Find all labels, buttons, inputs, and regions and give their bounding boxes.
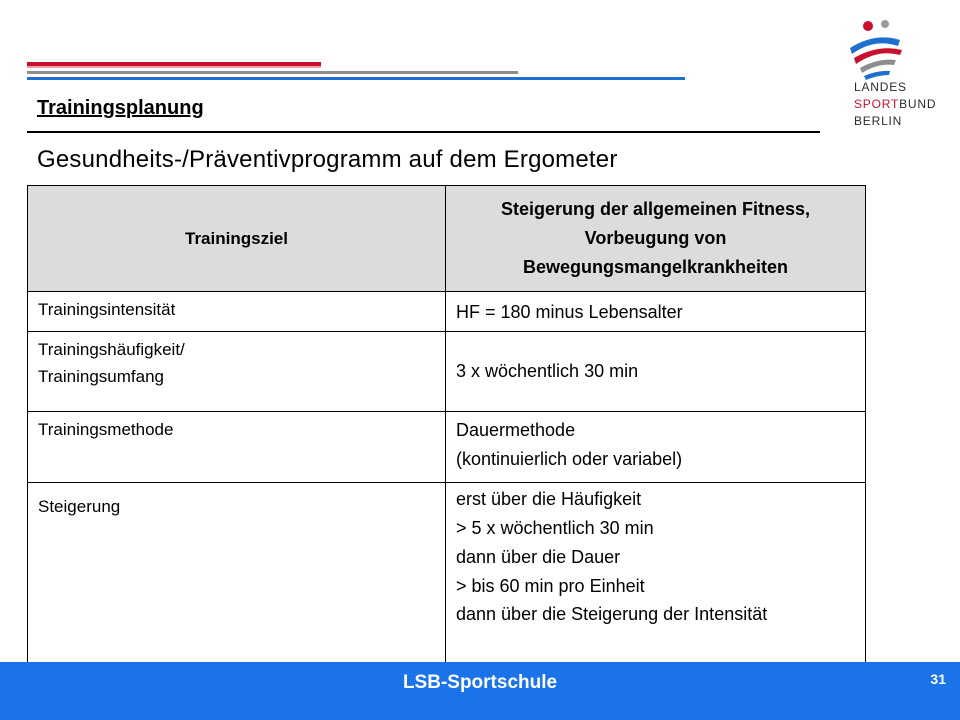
row-value-progression xyxy=(446,483,866,667)
logo-text xyxy=(854,79,936,130)
logo-swoosh-gray xyxy=(860,60,896,73)
title-divider xyxy=(27,131,820,133)
row-value-line: > 5 x wöchentlich 30 min xyxy=(456,518,654,538)
table-row xyxy=(28,332,866,412)
row-value-line: dann über die Dauer xyxy=(456,547,621,567)
row-value-line: erst über die Häufigkeit xyxy=(456,489,642,509)
logo-head-red xyxy=(863,21,873,31)
row-label-progression xyxy=(28,483,446,667)
header-cell-goal-value: Steigerung der allgemeinen Fitness, Vorbeugung von Bewegungsmangelkrankheiten xyxy=(446,186,866,292)
row-value-line: (kontinuierlich oder variabel) xyxy=(456,449,683,469)
row-label-line: Trainingshäufigkeit/ xyxy=(38,340,185,359)
row-label-line: Steigerung xyxy=(38,497,121,516)
row-label-line: Trainingsintensität xyxy=(38,300,176,319)
row-label-intensity xyxy=(28,292,446,332)
header-cell-goal-label: Trainingsziel xyxy=(28,186,446,292)
row-value-line: > bis 60 min pro Einheit xyxy=(456,576,645,596)
row-value-method xyxy=(446,412,866,483)
logo-line1: LANDES xyxy=(854,80,907,94)
row-label-line: Trainingsmethode xyxy=(38,420,174,439)
header-stripe-red-light xyxy=(27,66,321,68)
row-label-line: Trainingsumfang xyxy=(38,367,164,386)
footer-bar xyxy=(0,662,960,720)
page-subtitle: Gesundheits-/Präventivprogramm auf dem Ergometer xyxy=(37,146,618,173)
table-row xyxy=(28,412,866,483)
header-stripe-gray xyxy=(27,71,518,74)
row-value-frequency xyxy=(446,332,866,412)
logo-line2 xyxy=(854,96,936,113)
logo-line3: BERLIN xyxy=(854,114,903,128)
table-header-row xyxy=(28,186,866,292)
row-value-intensity xyxy=(446,292,866,332)
row-value-line: 3 x wöchentlich 30 min xyxy=(456,361,639,381)
row-value-line: Dauermethode xyxy=(456,420,576,440)
table-row xyxy=(28,483,866,667)
logo-head-gray xyxy=(881,20,889,28)
footer-label: LSB-Sportschule xyxy=(402,672,558,693)
training-plan-table xyxy=(27,185,866,667)
row-label-method xyxy=(28,412,446,483)
logo-line2-rest: BUND xyxy=(899,97,937,111)
row-value-line: HF = 180 minus Lebensalter xyxy=(456,302,683,322)
table-row xyxy=(28,292,866,332)
section-title: Trainingsplanung xyxy=(37,97,204,119)
row-value-line: dann über die Steigerung der Intensität xyxy=(456,604,768,624)
header-stripe-blue xyxy=(27,77,685,80)
row-label-frequency xyxy=(28,332,446,412)
logo-line2-red: SPORT xyxy=(854,97,900,111)
page-number: 31 xyxy=(930,671,946,687)
